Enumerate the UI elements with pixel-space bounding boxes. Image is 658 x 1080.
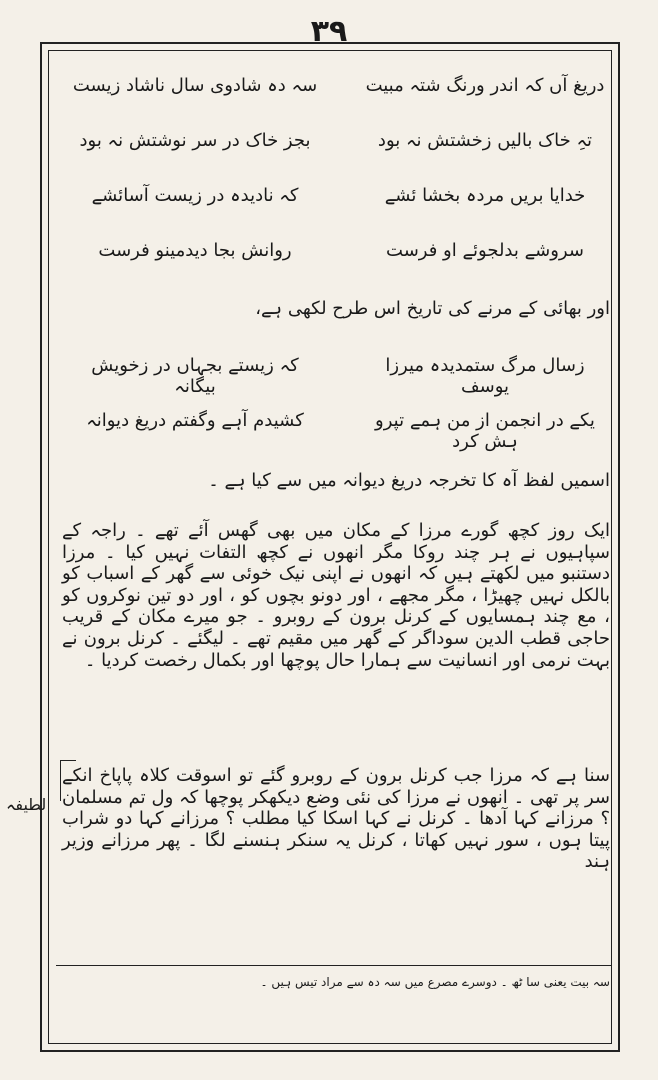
hemistich-right: سروشے بدلجوئے او فرست [386, 240, 584, 261]
hemistich-left: بجز خاک در سر نوشتش نہ بود [79, 130, 311, 151]
hemistich-right: یکے در انجمن از من ہمے تپرو ہش کرد [375, 410, 595, 452]
hemistich-right: دریغ آں کہ اندر ورنگ شتہ مبیت [365, 75, 605, 96]
hemistich-right: خدایا بریں مردہ بخشا ئشے [384, 185, 586, 206]
hemistich-left: سہ دہ شادوی سال ناشاد زیست [72, 75, 318, 96]
paragraph: سنا ہے کہ مرزا جب کرنل برون کے روبرو گئے تو اسوقت کلاہ پاپاخ انکے سر پر تھی ۔ انھوں نے مرزا کی نئی وضع دیکھکر پوچھا کہ ول تم مسلمان ؟ مرزانے کہا آدھا ۔ کرنل نے کہا اسکا کیا مطلب ؟ مرزانے کہا دو شراب پیتا ہوں ، سور نہیں کھاتا ، کرنل یہ سنکر ہنسنے لگا ۔ پھر مرزانے وزیر ہند [62, 765, 610, 873]
couplet [70, 185, 610, 206]
hemistich-right: زسال مرگ ستمدیدہ میرزا یوسف [385, 355, 585, 397]
hemistich-right: تہِ خاک بالیں زخشتش نہ بود [377, 130, 593, 151]
footnote-rule [56, 965, 611, 966]
margin-note: لطیفہ [6, 795, 47, 814]
hemistich-left: روانش بجا دیدمینو فرست [98, 240, 292, 261]
paragraph: ایک روز کچھ گورے مرزا کے مکان میں بھی گھس آئے تھے ۔ راجہ کے سپاہیوں نے ہر چند روکا مگر انھوں نے کچھ التفات نہیں کیا ۔ مرزا دستنبو میں لکھتے ہیں کہ انھوں نے اپنی نیک خوئی سے گھر کے اسباب کو بالکل نہیں چھیڑا ، مگر مجھے ، اور دونو بچوں کو ، اور دو تین نوکروں کو ، مع چند ہمسایوں کے کرنل برون کے روبرو ۔ جو میرے مکان کے قریب حاجی قطب الدین سوداگر کے گھر میں مقیم تھے ۔ لیگئے ۔ کرنل برون نے بہت نرمی اور انسانیت سے ہمارا حال پوچھا اور بکمال رخصت کردیا ۔ [62, 520, 610, 671]
hemistich-left: کشیدم آہے وگفتم دریغ دیوانہ [86, 410, 304, 431]
margin-bracket [60, 760, 76, 801]
couplet [70, 130, 610, 151]
paragraph: اسمیں لفظ آہ کا تخرجہ دریغ دیوانہ میں سے کیا ہے ۔ [208, 470, 610, 491]
footnote: سہ بیت یعنی سا ٹھ ۔ دوسرے مصرع میں سہ دہ سے مراد تیس ہیں ۔ [260, 975, 610, 989]
page-number: ۳۹ [310, 14, 348, 49]
couplet [70, 240, 610, 261]
couplet [70, 410, 610, 452]
couplet [70, 355, 610, 397]
hemistich-left: کہ نادیدہ در زیست آسائشے [91, 185, 299, 206]
hemistich-left: کہ زیستے بجہاں در زخویش بیگانہ [91, 355, 299, 397]
couplet [70, 75, 610, 96]
intro-line: اور بھائی کے مرنے کی تاریخ اس طرح لکھی ہے، [255, 298, 610, 319]
